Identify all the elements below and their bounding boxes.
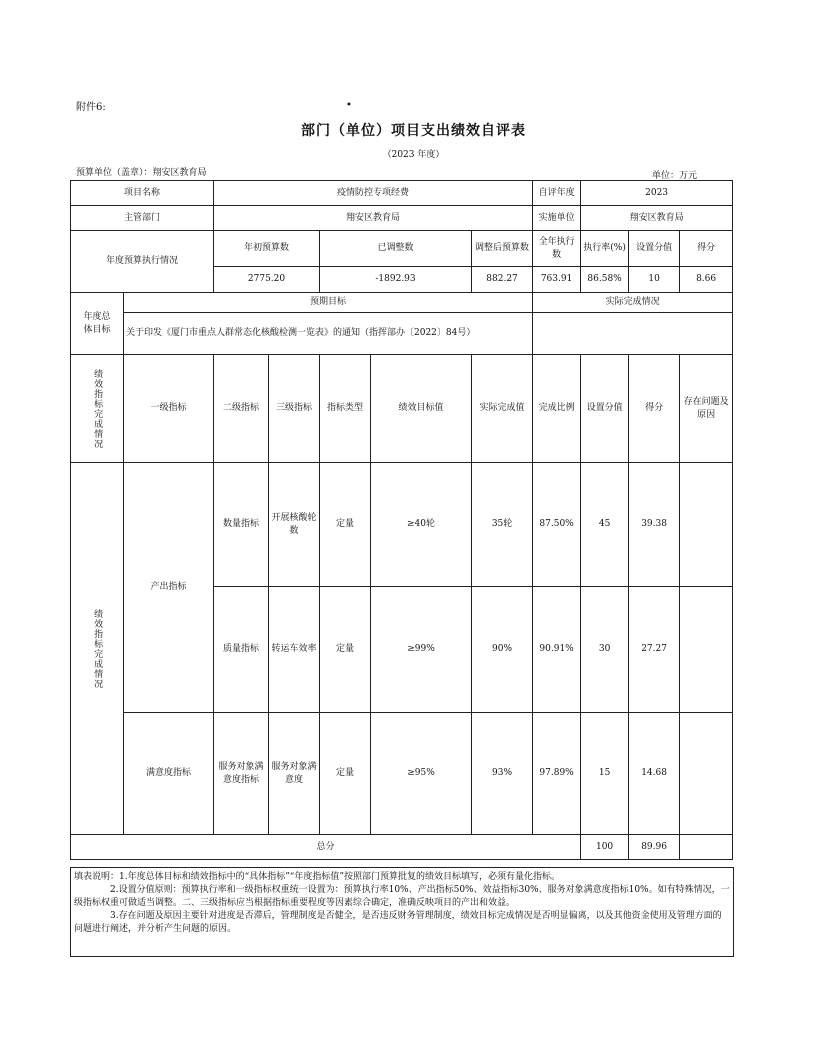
indicator-actual: 90% xyxy=(472,587,533,713)
budget-header: 执行率(%) xyxy=(581,231,629,267)
budget-header: 得分 xyxy=(680,231,733,267)
indicator-type: 定量 xyxy=(320,463,371,587)
goal-plan-label: 预期目标 xyxy=(124,293,533,313)
page-title: 部门（单位）项目支出绩效自评表 xyxy=(301,123,526,139)
indicator-header: 绩效目标值 xyxy=(371,355,472,463)
indicator-ratio: 97.89% xyxy=(533,713,581,835)
indicator-score-set: 15 xyxy=(581,713,629,835)
eval-year-value: 2023 xyxy=(581,181,733,206)
budget-value: 86.58% xyxy=(581,267,629,293)
budget-row-label: 年度预算执行情况 xyxy=(71,231,214,293)
note-line: 填表说明：1.年度总体目标和绩效指标中的“具体指标”“年度指标值”按照部门预算批复的绩效目标填写，必须有量化指标。 xyxy=(74,872,560,882)
level2-indicator: 质量指标 xyxy=(214,587,269,713)
indicator-actual: 35轮 xyxy=(472,463,533,587)
goal-header-row xyxy=(71,293,733,313)
indicator-header-row xyxy=(71,355,733,463)
indicator-score: 14.68 xyxy=(629,713,680,835)
total-label: 总分 xyxy=(71,835,581,860)
budget-header-row xyxy=(71,231,733,267)
indicator-header: 设置分值 xyxy=(581,355,629,463)
indicator-target: ≥40轮 xyxy=(371,463,472,587)
indicator-body-label-text: 绩效指标完成情况 xyxy=(92,608,103,689)
dept-row xyxy=(71,206,733,231)
indicator-row-label xyxy=(71,355,124,463)
indicator-target: ≥95% xyxy=(371,713,472,835)
note-line: 2.设置分值原则：预算执行率和一级指标权重统一设置为：预算执行率10%、产出指标50%、效益指标30%、服务对象满意度指标10%。如有特殊情况，一级指标权重可做适当调整。二、三级指标应当根据指标重要程度等因素综合确定，准确反映项目的产出和效益。 xyxy=(74,885,730,909)
note-line: 3.存在问题及原因主要针对进度是否滞后，管理制度是否健全，是否违反财务管理制度，绩效目标完成情况是否明显偏离，以及其他资金使用及管理方面的问题进行阐述，并分析产生问题的原因。 xyxy=(74,911,722,935)
currency-unit-label: 单位：万元 xyxy=(652,171,698,181)
dept-label: 主管部门 xyxy=(71,206,214,231)
indicator-actual: 93% xyxy=(472,713,533,835)
indicator-header: 完成比例 xyxy=(533,355,581,463)
goal-plan-text: 关于印发《厦门市重点人群常态化核酸检测一览表》的通知（指挥部办〔2022〕84号） xyxy=(124,313,533,355)
impl-value: 翔安区教育局 xyxy=(581,206,733,231)
budget-header: 调整后预算数 xyxy=(472,231,533,267)
indicator-type: 定量 xyxy=(320,713,371,835)
indicator-type: 定量 xyxy=(320,587,371,713)
indicator-header: 三级指标 xyxy=(269,355,320,463)
eval-year-label: 自评年度 xyxy=(533,181,581,206)
level3-indicator: 开展核酸轮数 xyxy=(269,463,320,587)
indicator-issue xyxy=(680,713,733,835)
indicator-target: ≥99% xyxy=(371,587,472,713)
budget-header: 已调整数 xyxy=(320,231,472,267)
total-row xyxy=(71,835,733,860)
goal-actual-label: 实际完成情况 xyxy=(533,293,733,313)
indicator-header: 二级指标 xyxy=(214,355,269,463)
indicator-row xyxy=(71,463,733,587)
goal-row-label-text: 年度总体目标 xyxy=(83,312,111,335)
level2-indicator: 数量指标 xyxy=(214,463,269,587)
project-name-value: 疫情防控专项经费 xyxy=(214,181,533,206)
indicator-header: 实际完成值 xyxy=(472,355,533,463)
indicator-score: 27.27 xyxy=(629,587,680,713)
year-subtitle: （2023 年度） xyxy=(382,150,445,160)
budget-unit-label: 预算单位（盖章）：翔安区教育局 xyxy=(76,168,207,178)
level3-indicator: 转运车效率 xyxy=(269,587,320,713)
indicator-row-label-text: 绩效指标完成情况 xyxy=(92,368,103,449)
level1-indicator: 产出指标 xyxy=(124,463,214,713)
budget-header: 全年执行数 xyxy=(533,231,581,267)
indicator-header: 得分 xyxy=(629,355,680,463)
indicator-row xyxy=(71,713,733,835)
impl-label: 实施单位 xyxy=(533,206,581,231)
total-issue xyxy=(680,835,733,860)
indicator-body-label xyxy=(71,463,124,835)
indicator-issue xyxy=(680,587,733,713)
indicator-header: 指标类型 xyxy=(320,355,371,463)
project-name-row xyxy=(71,181,733,206)
budget-value: 763.91 xyxy=(533,267,581,293)
goal-actual-text xyxy=(533,313,733,355)
budget-header: 年初预算数 xyxy=(214,231,320,267)
budget-header: 设置分值 xyxy=(629,231,680,267)
budget-value: 8.66 xyxy=(680,267,733,293)
level1-indicator: 满意度指标 xyxy=(124,713,214,835)
project-name-label: 项目名称 xyxy=(71,181,214,206)
indicator-ratio: 87.50% xyxy=(533,463,581,587)
evaluation-table xyxy=(70,180,733,860)
budget-value: 2775.20 xyxy=(214,267,320,293)
total-score-set: 100 xyxy=(581,835,629,860)
total-score: 89.96 xyxy=(629,835,680,860)
indicator-header: 一级指标 xyxy=(124,355,214,463)
fill-instructions xyxy=(70,867,734,957)
indicator-score: 39.38 xyxy=(629,463,680,587)
indicator-ratio: 90.91% xyxy=(533,587,581,713)
scan-dot: • xyxy=(346,100,352,111)
budget-value: 10 xyxy=(629,267,680,293)
indicator-score-set: 30 xyxy=(581,587,629,713)
indicator-issue xyxy=(680,463,733,587)
goal-row-label xyxy=(71,293,124,355)
level3-indicator: 服务对象满意度 xyxy=(269,713,320,835)
annex-label: 附件6: xyxy=(76,102,106,113)
level2-indicator: 服务对象满意度指标 xyxy=(214,713,269,835)
budget-value: 882.27 xyxy=(472,267,533,293)
dept-value: 翔安区教育局 xyxy=(214,206,533,231)
goal-content-row xyxy=(71,313,733,355)
budget-value: -1892.93 xyxy=(320,267,472,293)
indicator-score-set: 45 xyxy=(581,463,629,587)
indicator-header: 存在问题及原因 xyxy=(680,355,733,463)
